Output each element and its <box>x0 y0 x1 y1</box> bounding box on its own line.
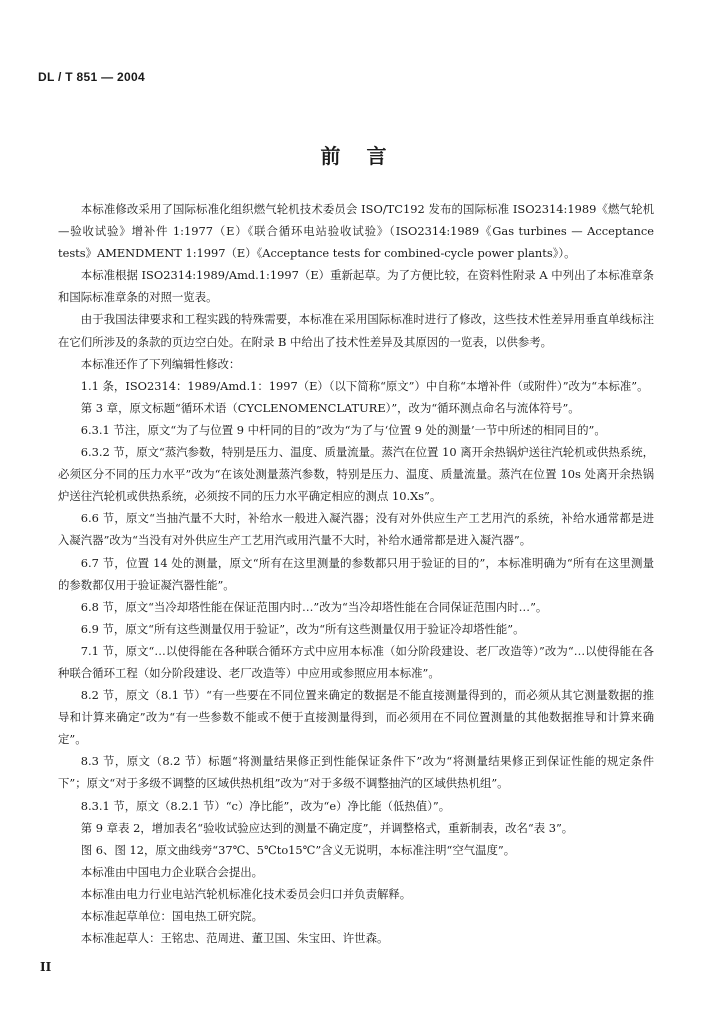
paragraph: 6.6 节，原文“当抽汽量不大时，补给水一般进入凝汽器；没有对外供应生产工艺用汽的系统，补给水通常都是进入凝汽器”改为“当没有对外供应生产工艺用汽或用汽量不大时，补给水通常都是进入凝汽器”。 <box>58 511 654 548</box>
paragraph: 第 3 章，原文标题“循环术语（CYCLENOMENCLATURE）”，改为“循环测点命名与流体符号”。 <box>80 400 580 415</box>
paragraph: 8.3.1 节，原文（8.2.1 节）“c）净比能”，改为“e）净比能（低热值）”。 <box>80 798 451 813</box>
paragraph: 本标准修改采用了国际标准化组织燃气轮机技术委员会 ISO/TC192 发布的国际标准 ISO2314:1989《燃气轮机—验收试验》增补件 1:1977（E）《联合循环电站验收试验》（ISO2314:1989《Gas turbines — Acceptance tests》AMENDMENT 1:1997（E）《Acceptance tests for combined-cycle power plants》）。 <box>58 202 654 261</box>
paragraph: 本标准由电力行业电站汽轮机标准化技术委员会归口并负责解释。 <box>80 886 412 901</box>
page-title: 前言 <box>320 144 413 168</box>
paragraph: 本标准起草单位：国电热工研究院。 <box>80 909 264 923</box>
paragraph: 6.3.1 节注，原文“为了与位置 9 中杆同的目的”改为“为了与‘位置 9 处的测量’一节中所述的相同目的”。 <box>80 422 606 437</box>
paragraph: 6.8 节，原文“当冷却塔性能在保证范围内时…”改为“当冷却塔性能在合同保证范围内时…”。 <box>80 599 548 614</box>
paragraph: 由于我国法律要求和工程实践的特殊需要，本标准在采用国际标准时进行了修改，这些技术性差异用垂直单线标注在它们所涉及的条款的页边空白处。在附录 B 中给出了技术性差异及其原因的一览表，以供参考。 <box>58 312 654 349</box>
paragraph: 图 6、图 12，原文曲线旁“37℃、5℃to15℃”含义无说明，本标准注明“空气温度”。 <box>80 842 516 857</box>
paragraph: 本标准起草人：王铭忠、范周进、董卫国、朱宝田、许世森。 <box>80 931 389 946</box>
paragraph: 本标准还作了下列编辑性修改： <box>80 356 241 371</box>
page-number: II <box>40 960 52 974</box>
paragraph: 7.1 节，原文“…以使得能在各种联合循环方式中应用本标准（如分阶段建设、老厂改造等）”改为“…以使得能在各种联合循环工程（如分阶段建设、老厂改造等）中应用或参照应用本标准”。 <box>58 643 654 680</box>
paragraph: 6.9 节，原文“所有这些测量仅用于验证”，改为“所有这些测量仅用于验证冷却塔性能”。 <box>80 621 525 636</box>
paragraph: 第 9 章表 2，增加表名“验收试验应达到的测量不确定度”，并调整格式，重新制表，改名“表 3”。 <box>80 820 574 835</box>
paragraph: 6.7 节，位置 14 处的测量，原文“所有在这里测量的参数都只用于验证的目的”，本标准明确为“所有在这里测量的参数都仅用于验证凝汽器性能”。 <box>58 555 654 592</box>
paragraph: 6.3.2 节，原文“蒸汽参数，特别是压力、温度、质量流量。蒸汽在位置 10 离开余热锅炉送往汽轮机或供热系统，必须区分不同的压力水平”改为“在该处测量蒸汽参数，特别是压力、温度、质量流量。蒸汽在位置 10s 处离开余热锅炉送往汽轮机或供热系统，必须按不同的压力水平确定相应的测点 10.Xs”。 <box>58 445 654 504</box>
paragraph: 本标准根据 ISO2314:1989/Amd.1:1997（E）重新起草。为了方便比较，在资料性附录 A 中列出了本标准章条和国际标准章条的对照一览表。 <box>58 268 654 305</box>
paragraph: 8.2 节，原文（8.1 节）“有一些要在不同位置来确定的数据是不能直接测量得到的，而必须从其它测量数据的推导和计算来确定”改为“有一些参数不能或不便于直接测量得到，而必须用在不同位置测量的其他数据推导和计算来确定”。 <box>58 688 654 747</box>
paragraph: 8.3 节，原文（8.2 节）标题“将测量结果修正到性能保证条件下”改为“将测量结果修正到保证性能的规定条件下”；原文“对于多级不调整的区域供热机组”改为“对于多级不调整抽汽的区域供热机组”。 <box>58 754 654 791</box>
paragraph: 本标准由中国电力企业联合会提出。 <box>80 864 264 879</box>
paragraph: 1.1 条，ISO2314：1989/Amd.1：1997（E）（以下简称“原文”）中自称“本增补件（或附件）”改为“本标准”。 <box>80 378 649 393</box>
document-body <box>58 198 654 949</box>
document-code: DL / T 851 — 2004 <box>38 70 145 84</box>
